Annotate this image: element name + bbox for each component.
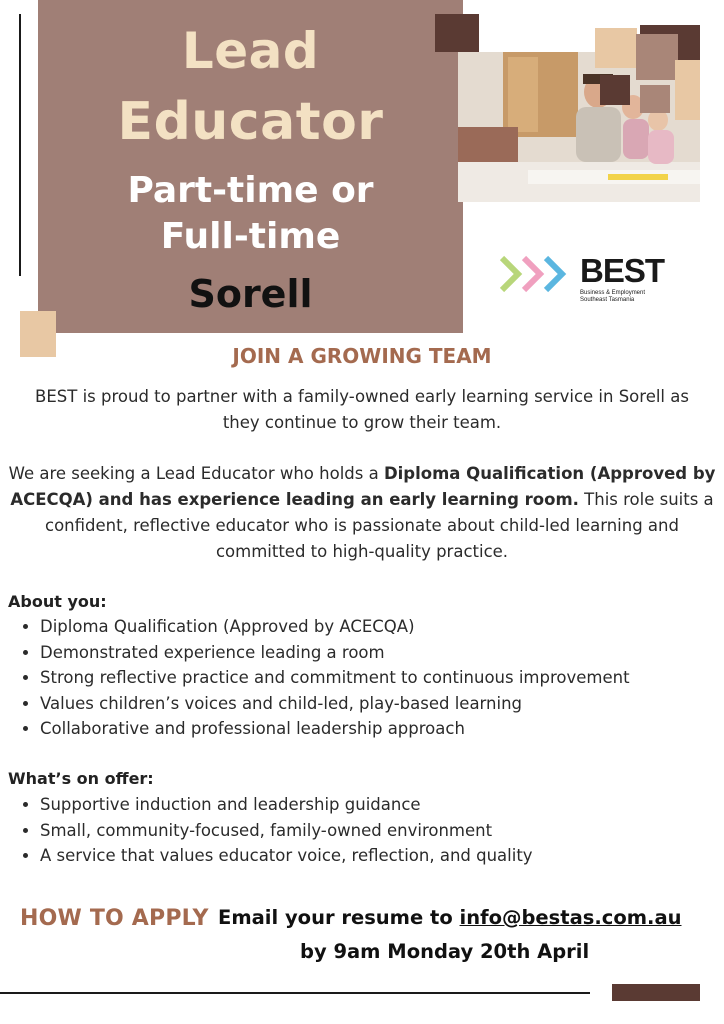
hero-subtitle [38, 168, 463, 260]
hero-subtitle-line2: Full-time [160, 216, 341, 257]
about-list [18, 614, 724, 742]
hero-subtitle-line1: Part-time or [127, 170, 374, 211]
list-item: • Supportive induction and leadership guidance [40, 792, 724, 818]
role-description-text-2: This role suits a confident, reflective educator who is passionate about child-led learning and committed to high-quality practice. [45, 490, 714, 561]
section-heading-about: About you: [8, 592, 107, 611]
decorative-square-light [675, 60, 700, 120]
hero-banner [38, 0, 463, 333]
decorative-bar-dark [612, 984, 700, 1001]
decorative-square-dark [600, 75, 630, 105]
decorative-horizontal-line [0, 992, 590, 994]
intro-paragraph: BEST is proud to partner with a family-owned early learning service in Sorell as they continue to grow their team. [35, 387, 689, 432]
hero-title-line2: Educator [117, 92, 384, 152]
decorative-square-dark [435, 14, 479, 52]
list-item: • A service that values educator voice, reflection, and quality [40, 843, 724, 869]
logo-subtitle-line2: Southeast Tasmania [580, 297, 635, 303]
email-link[interactable]: info@bestas.com.au [459, 906, 682, 929]
hero-location: Sorell [188, 272, 313, 316]
decorative-square-light [595, 28, 637, 68]
logo-subtitle-line1: Business & Employment [580, 290, 646, 296]
list-item: • Strong reflective practice and commitment to continuous improvement [40, 665, 724, 691]
apply-text: Email your resume to [218, 906, 460, 929]
list-item: • Collaborative and professional leadership approach [40, 716, 724, 742]
how-to-apply-label: HOW TO APPLY [20, 906, 209, 931]
list-item: • Diploma Qualification (Approved by ACECQA) [40, 614, 724, 640]
decorative-square-mid [640, 85, 670, 113]
logo-wordmark: BEST [580, 252, 665, 289]
list-item: • Values children’s voices and child-led, play-based learning [40, 691, 724, 717]
best-logo [500, 252, 670, 308]
role-description-paragraph [0, 461, 724, 565]
section-heading-offer: What’s on offer: [8, 769, 154, 788]
list-item: • Small, community-focused, family-owned environment [40, 818, 724, 844]
apply-deadline: by 9am Monday 20th April [300, 940, 590, 963]
role-description-text: We are seeking a Lead Educator who holds a [8, 464, 384, 483]
offer-list [18, 792, 724, 869]
section-heading-join: JOIN A GROWING TEAM [232, 344, 492, 368]
chevron-arrows-icon [500, 254, 580, 294]
apply-instructions [218, 906, 682, 929]
role-description-bold: Diploma Qualification (Approved by ACECQA) and has experience leading an early learning room. [10, 464, 716, 509]
hero-title-line1: Lead [181, 22, 320, 80]
list-item: • Demonstrated experience leading a room [40, 640, 724, 666]
decorative-vertical-line [19, 14, 21, 276]
decorative-square-mid [636, 34, 678, 80]
